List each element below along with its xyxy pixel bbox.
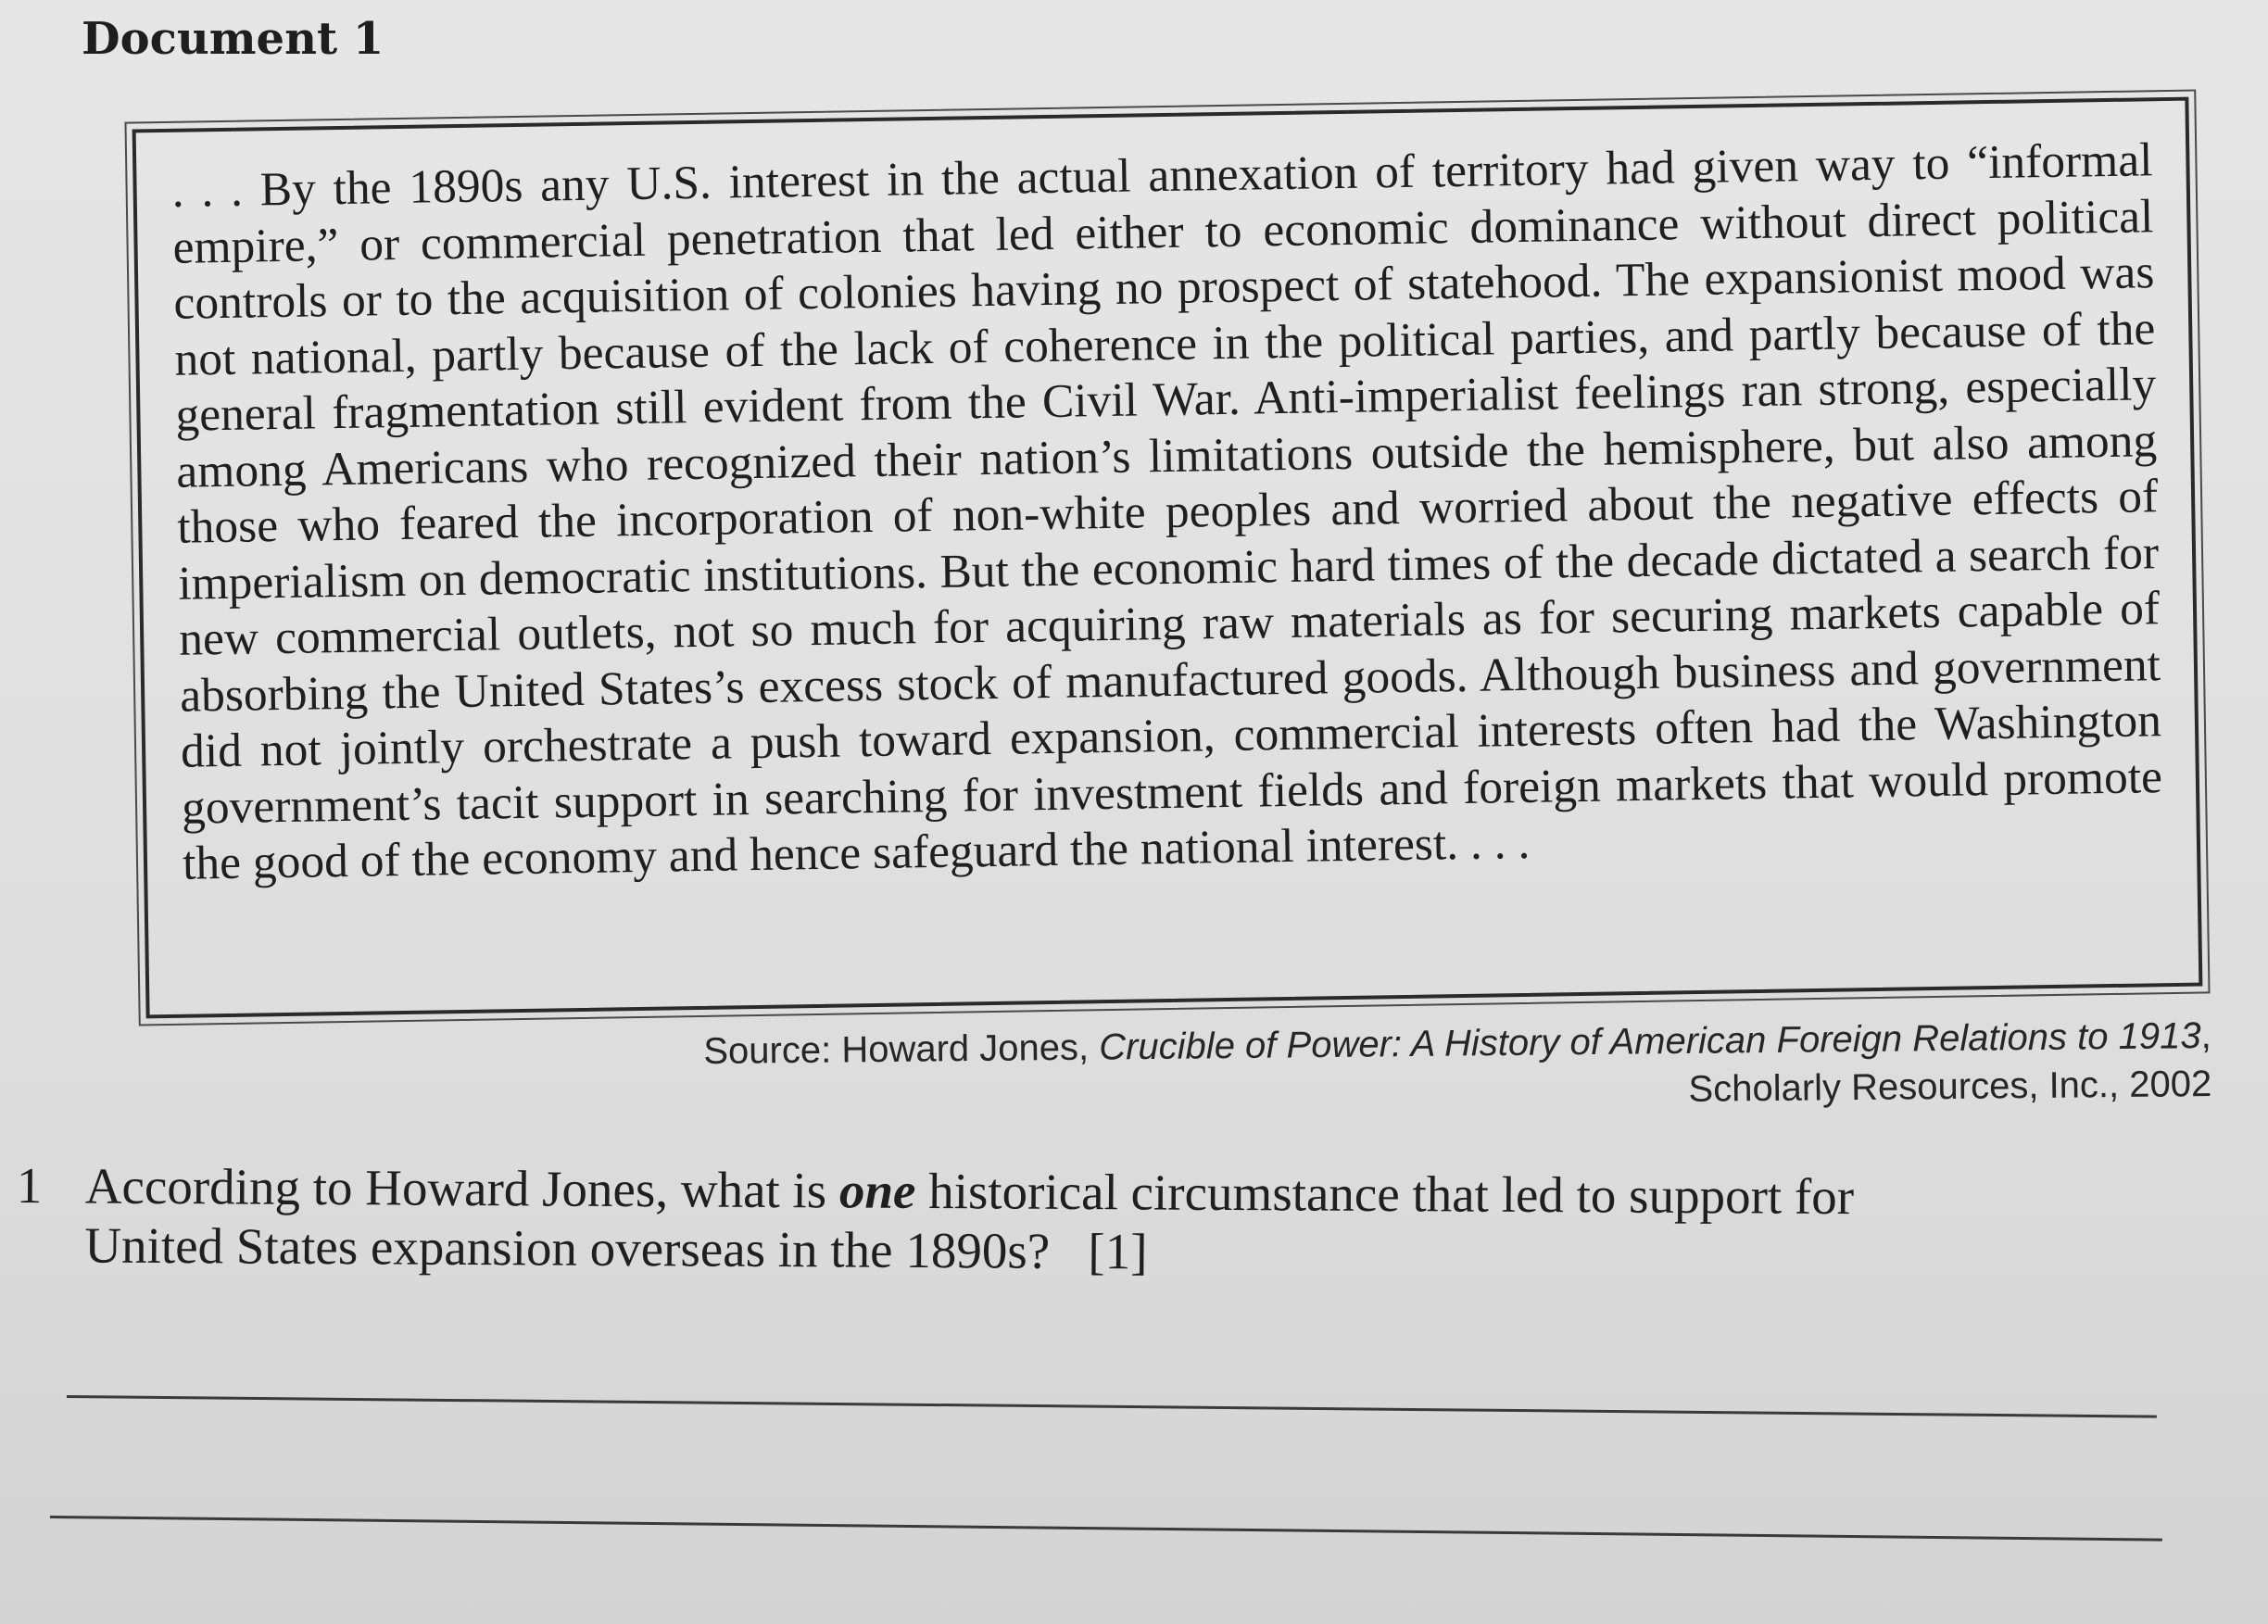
source-prefix: Source: Howard Jones, <box>702 1026 1100 1073</box>
source-suffix: , <box>2199 1014 2211 1057</box>
question-text-after: historical circumstance that led to support for <box>915 1162 1855 1226</box>
source-publisher: Scholarly Resources, Inc., 2002 <box>1687 1063 2212 1110</box>
source-title: Crucible of Power: A History of American Foreign Relations to 1913 <box>1098 1015 2201 1068</box>
question-points: [1] <box>1088 1223 1148 1280</box>
source-citation <box>703 1012 2211 1124</box>
question-text-before: According to Howard Jones, what is <box>84 1157 840 1219</box>
question-1 <box>16 1156 2073 1288</box>
answer-line-1[interactable] <box>67 1395 2157 1418</box>
question-emphasis: one <box>838 1162 916 1219</box>
question-line2-text: United States expansion overseas in the 1890s? <box>84 1216 1051 1279</box>
excerpt-box <box>132 97 2203 1019</box>
answer-line-2[interactable] <box>50 1516 2162 1542</box>
excerpt-text: . . . By the 1890s any U.S. interest in the actual annexation of territory had given way to “informal empire,” or commercial penetration that led either to economic dominance without direct political controls or to the acquisition of colonies having no prospect of statehood. The expansionist mood was not national, partly because of the lack of coherence in the political parties, and partly because of the general fragmentation still evident from the Civil War. Anti-imperialist feelings ran strong, especially among Americans who recognized their nation’s limitations outside the hemisphere, but also among those who feared the incorporation of non-white peoples and worried about the negative effects of imperialism on democratic institutions. But the economic hard times of the decade dictated a search for new commercial outlets, not so much for acquiring raw materials as for securing markets capable of absorbing the United States’s excess stock of manufactured goods. Although business and government did not jointly orchestrate a push toward expansion, commercial interests often had the Washington government’s tacit support in searching for investment fields and foreign markets that would promote the good of the economy and hence safeguard the national interest. . . . <box>171 133 2163 890</box>
question-number: 1 <box>16 1157 43 1215</box>
question-line-2 <box>16 1215 2073 1288</box>
document-heading: Document 1 <box>82 13 384 65</box>
